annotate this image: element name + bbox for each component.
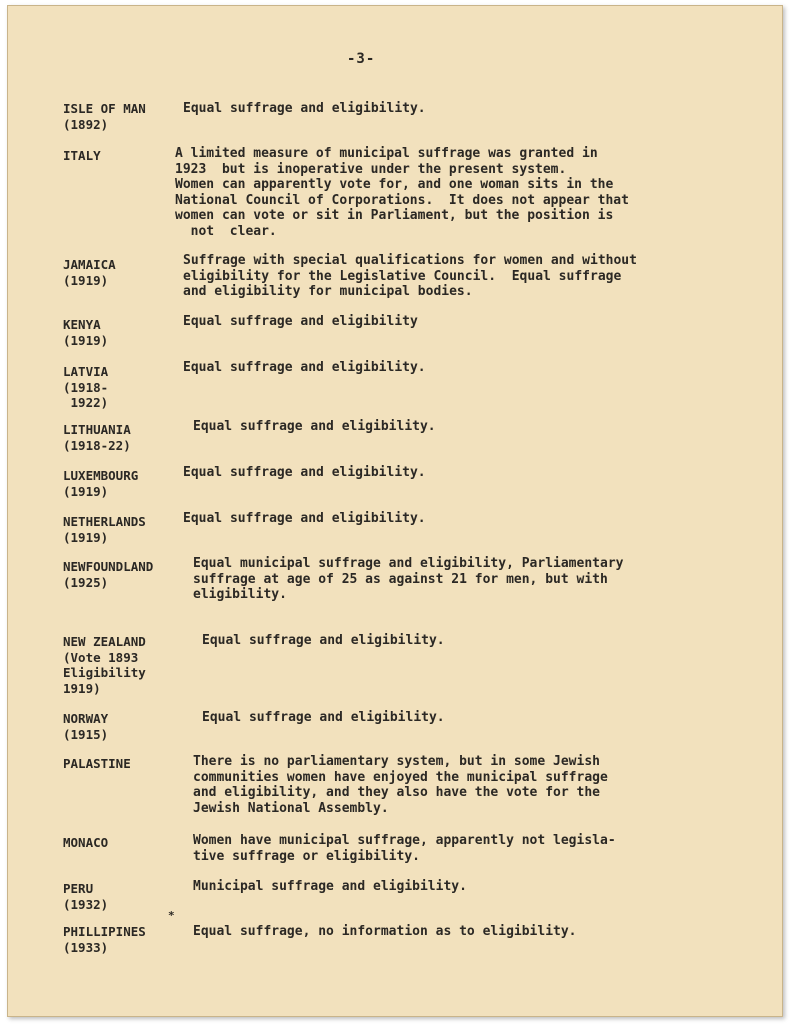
country-name: PALASTINE (63, 756, 131, 771)
country-name: ITALY (63, 148, 101, 163)
entry-text: Equal suffrage and eligibility. (202, 633, 445, 648)
country-name: NEW ZEALAND (Vote 1893 Eligibility 1919) (63, 634, 146, 696)
entry-text: Municipal suffrage and eligibility. (193, 879, 467, 894)
country-name: PERU (1932) (63, 881, 109, 912)
country-name: JAMAICA (1919) (63, 257, 116, 288)
entry-text: There is no parliamentary system, but in some Jewish communities women have enjoyed the municipal suffrage and eligibility, and they also have the vote for the Jewish National Assembly. (193, 754, 608, 816)
page-number: -3- (347, 51, 376, 67)
country-name: NORWAY (1915) (63, 711, 109, 742)
entry-text: Women have municipal suffrage, apparently not legisla- tive suffrage or eligibility. (193, 833, 616, 864)
entry-text: Equal suffrage and eligibility. (183, 511, 426, 526)
document-page (7, 5, 783, 1017)
entry-text: Equal suffrage and eligibility. (183, 360, 426, 375)
entry-text: Equal suffrage and eligibility. (193, 419, 436, 434)
country-name: LATVIA (1918- 1922) (63, 364, 109, 410)
entry-text: A limited measure of municipal suffrage was granted in 1923 but is inoperative under the present system. Women can apparently vote for, and one woman sits in the National Council of Corporations. It does not appear that women can vote or sit in Parliament, but the position is not clear. (175, 146, 629, 239)
entry-text: Equal suffrage and eligibility. (183, 101, 426, 116)
country-name: PHILLIPINES (1933) (63, 924, 146, 955)
entry-text: Suffrage with special qualifications for women and without eligibility for the Legislative Council. Equal suffrage and eligibility for municipal bodies. (183, 253, 637, 299)
country-name: LITHUANIA (1918-22) (63, 422, 131, 453)
country-name: MONACO (63, 835, 109, 850)
entry-text: Equal suffrage and eligibility. (183, 465, 426, 480)
footnote-asterisk: * (168, 909, 175, 922)
country-name: LUXEMBOURG (1919) (63, 468, 139, 499)
entry-text: Equal municipal suffrage and eligibility, Parliamentary suffrage at age of 25 as against 21 for men, but with eligibility. (193, 556, 624, 602)
country-name: KENYA (1919) (63, 317, 109, 348)
entry-text: Equal suffrage and eligibility. (202, 710, 445, 725)
country-name: ISLE OF MAN (1892) (63, 101, 146, 132)
country-name: NETHERLANDS (1919) (63, 514, 146, 545)
entry-text: Equal suffrage, no information as to eligibility. (193, 924, 577, 939)
country-name: NEWFOUNDLAND (1925) (63, 559, 154, 590)
entry-text: Equal suffrage and eligibility (183, 314, 418, 329)
